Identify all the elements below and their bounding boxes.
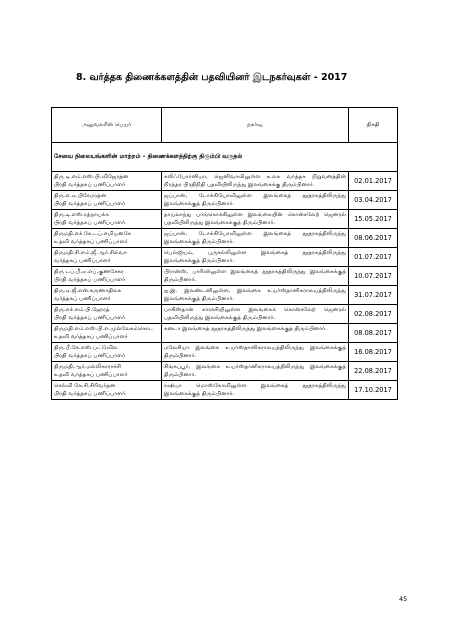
movement-cell: சிங்கப்பூர், இலங்கை உயர்ஸ்தானிகராலயத்திலிருந்து இலங்கைக்குத் திரும்பினார். xyxy=(162,362,349,381)
movement-cell: தாய்லாந்து பாங்கொக்கிலுள்ள இலங்கையின் கொன்சலேற் ஜெனரல் பதவியிலிருந்து இலங்கைக்குத் திரும்பினார். xyxy=(162,210,349,229)
header-date: திகதி xyxy=(349,108,398,143)
table-row xyxy=(52,286,398,305)
table-row xyxy=(52,381,398,400)
table-row xyxy=(52,210,398,229)
movement-cell: ஐ.இ. இலண்டனிலுள்ள, இலங்கை உயர்ஸ்தானிகராலயத்திலிருந்து இலங்கைக்குத் திரும்பினார். xyxy=(162,286,349,305)
officer-name: திருமதி.எச்.கே.டப்.எமியனகே xyxy=(54,231,132,237)
officer-name: திரு.எ.ஏ.பிரேமரத்ன xyxy=(54,193,107,199)
date-cell: 02.08.2017 xyxy=(349,305,398,324)
table-row xyxy=(52,324,398,343)
officer-cell xyxy=(52,172,162,191)
officer-cell xyxy=(52,229,162,248)
officer-designation: உதவி வர்த்தகப் பணிப்பாளர் xyxy=(54,334,128,340)
table-row xyxy=(52,172,398,191)
officer-designation: பிரதி வர்த்தகப் பணிப்பாளர் xyxy=(54,391,126,397)
movement-cell: ஜப்பான், டோக்கியோவிலுள்ள இலங்கைத் தூதரகத்திலிருந்து இலங்கைக்குத் திரும்பினார். xyxy=(162,191,349,210)
officer-designation: வர்த்தகப் பணிப்பாளர் xyxy=(54,258,111,264)
table-row xyxy=(52,305,398,324)
officer-cell xyxy=(52,191,162,210)
movement-cell: மலேசியா இலங்கை உயர்ஸ்தானிகராலயத்திலிருந்து இலங்கைக்குத் திரும்பினார். xyxy=(162,343,349,362)
transfers-table xyxy=(51,107,398,400)
date-cell: 15.05.2017 xyxy=(349,210,398,229)
date-cell: 10.07.2017 xyxy=(349,267,398,286)
officer-name: திரு டப்.பீ.ஏ.எப்.குணசேகர xyxy=(54,269,124,275)
table-row xyxy=(52,267,398,286)
table-row xyxy=(52,343,398,362)
officer-name: திரு.பீ.கே.எஸ்.பட்டுவில xyxy=(54,345,118,351)
officer-name: திரு.எச்.எம்.பி.ஹேரத் xyxy=(54,307,110,313)
officer-designation: பிரதி வர்த்தகப் பணிப்பாளர் xyxy=(54,315,126,321)
date-cell: 08.06.2017 xyxy=(349,229,398,248)
date-cell: 01.07.2017 xyxy=(349,248,398,267)
officer-cell xyxy=(52,305,162,324)
officer-name: செல்வி கே.சி.சிரிவர்தன xyxy=(54,383,116,389)
header-movement: நகர்வு xyxy=(162,108,349,143)
officer-cell xyxy=(52,381,162,400)
section-title: சேவை நிலையங்களின் மாற்றம் – திணைக்களத்திற்கு திரும்பி வருதல் xyxy=(52,143,398,172)
movement-cell: கனடா இலங்கைத் தூதரகத்திலிருந்து இலங்கைக்குத் திரும்பினார். xyxy=(162,324,349,343)
officer-designation: பிரதி வர்த்தகப் பணிப்பாளர் xyxy=(54,182,126,188)
officer-designation: உதவி வர்த்தகப் பணிப்பாளர் xyxy=(54,372,128,378)
officer-name: திருமதி.சி.எம்.ஜீ.ஆர்.சில்வா xyxy=(54,250,127,256)
date-cell: 02.01.2017 xyxy=(349,172,398,191)
movement-cell: பெல்ஜியம், புருசல்லிலுள்ள இலங்கைத் தூதரகத்திலிருந்து இலங்கைக்குத் திரும்பினார். xyxy=(162,248,349,267)
date-cell: 08.08.2017 xyxy=(349,324,398,343)
officer-designation: பிரதி வர்த்தகப் பணிப்பாளர் xyxy=(54,201,126,207)
table-row xyxy=(52,362,398,381)
officer-name: திரு.ஏ.ஜீ.என்.கருணாதிலக xyxy=(54,288,122,294)
date-cell: 16.08.2017 xyxy=(349,343,398,362)
movement-cell: ரஷியா மொஸ்கோவிலுள்ள இலங்கைத் தூதரகத்திலிருந்து இலங்கைக்குத் திரும்பினார். xyxy=(162,381,349,400)
date-cell: 31.07.2017 xyxy=(349,286,398,305)
officer-designation: வர்த்தகப் பணிப்பாளர் xyxy=(54,296,111,302)
officer-name: திரு.டி.எஸ்.ரத்நாயக்க xyxy=(54,212,109,218)
officer-cell xyxy=(52,210,162,229)
table-row xyxy=(52,248,398,267)
section-heading: 8. வர்த்தக திணைக்களத்தின் பதவியினர் இடநகர்வுகள் - 2017 xyxy=(76,72,348,83)
officer-cell xyxy=(52,267,162,286)
movement-cell: பாகிஸ்தான் காரச்சியிலுள்ள இலங்கைக் கொன்சலேற் ஜெனரல் பதவியிலிருந்து இலங்கைக்குத் திரும்பினார். xyxy=(162,305,349,324)
page-number: 45 xyxy=(399,595,408,603)
officer-cell xyxy=(52,362,162,381)
officer-designation: பிரதி வர்த்தகப் பணிப்பாளர் xyxy=(54,353,126,359)
officer-cell xyxy=(52,343,162,362)
movement-cell: ஜப்பான், டோக்கியோவிலுள்ள இலங்கைத் தூதரகத்திலிருந்து இலங்கைக்குத் திரும்பினார். xyxy=(162,229,349,248)
officer-name: திரு டி.எம்.எஸ்.பி.விஜேரத்ன xyxy=(54,174,129,180)
officer-designation: உதவி வர்த்தகப் பணிப்பாளர் xyxy=(54,239,128,245)
section-row xyxy=(52,143,398,172)
officer-cell xyxy=(52,286,162,305)
movement-cell: பிரான்ஸ், பாரிஸிலுள்ள இலங்கைத் தூதரகத்திலிருந்து இலங்கைக்குத் திரும்பினார். xyxy=(162,267,349,286)
officer-cell xyxy=(52,324,162,343)
officer-designation: பிரதி வர்த்தகப் பணிப்பாளர் xyxy=(54,277,126,283)
date-cell: 03.04.2017 xyxy=(349,191,398,210)
officer-name: திருமதி.எம்.எஸ்.பி.எ.முல்லேகம்கொட xyxy=(54,326,154,332)
officer-name: திருமதி.ஆர்.மல்லிகாராச்சி xyxy=(54,364,122,370)
table-header-row xyxy=(52,108,398,143)
table-row xyxy=(52,191,398,210)
table-row xyxy=(52,229,398,248)
officer-cell xyxy=(52,248,162,267)
date-cell: 17.10.2017 xyxy=(349,381,398,400)
header-officer-name: அலுவலரின் பெயர் xyxy=(52,108,162,143)
movement-cell: கலிஃபோர்னியா, ஜெனிவாவிலுள்ள உலக வர்த்தக நிறுவனத்தின் நிரந்தர பிரதிநிதி பதவியிலிருந்து இலங்கைக்கு திரும்பினார். xyxy=(162,172,349,191)
officer-designation: பிரதி வர்த்தகப் பணிப்பாளர் xyxy=(54,220,126,226)
date-cell: 22.08.2017 xyxy=(349,362,398,381)
